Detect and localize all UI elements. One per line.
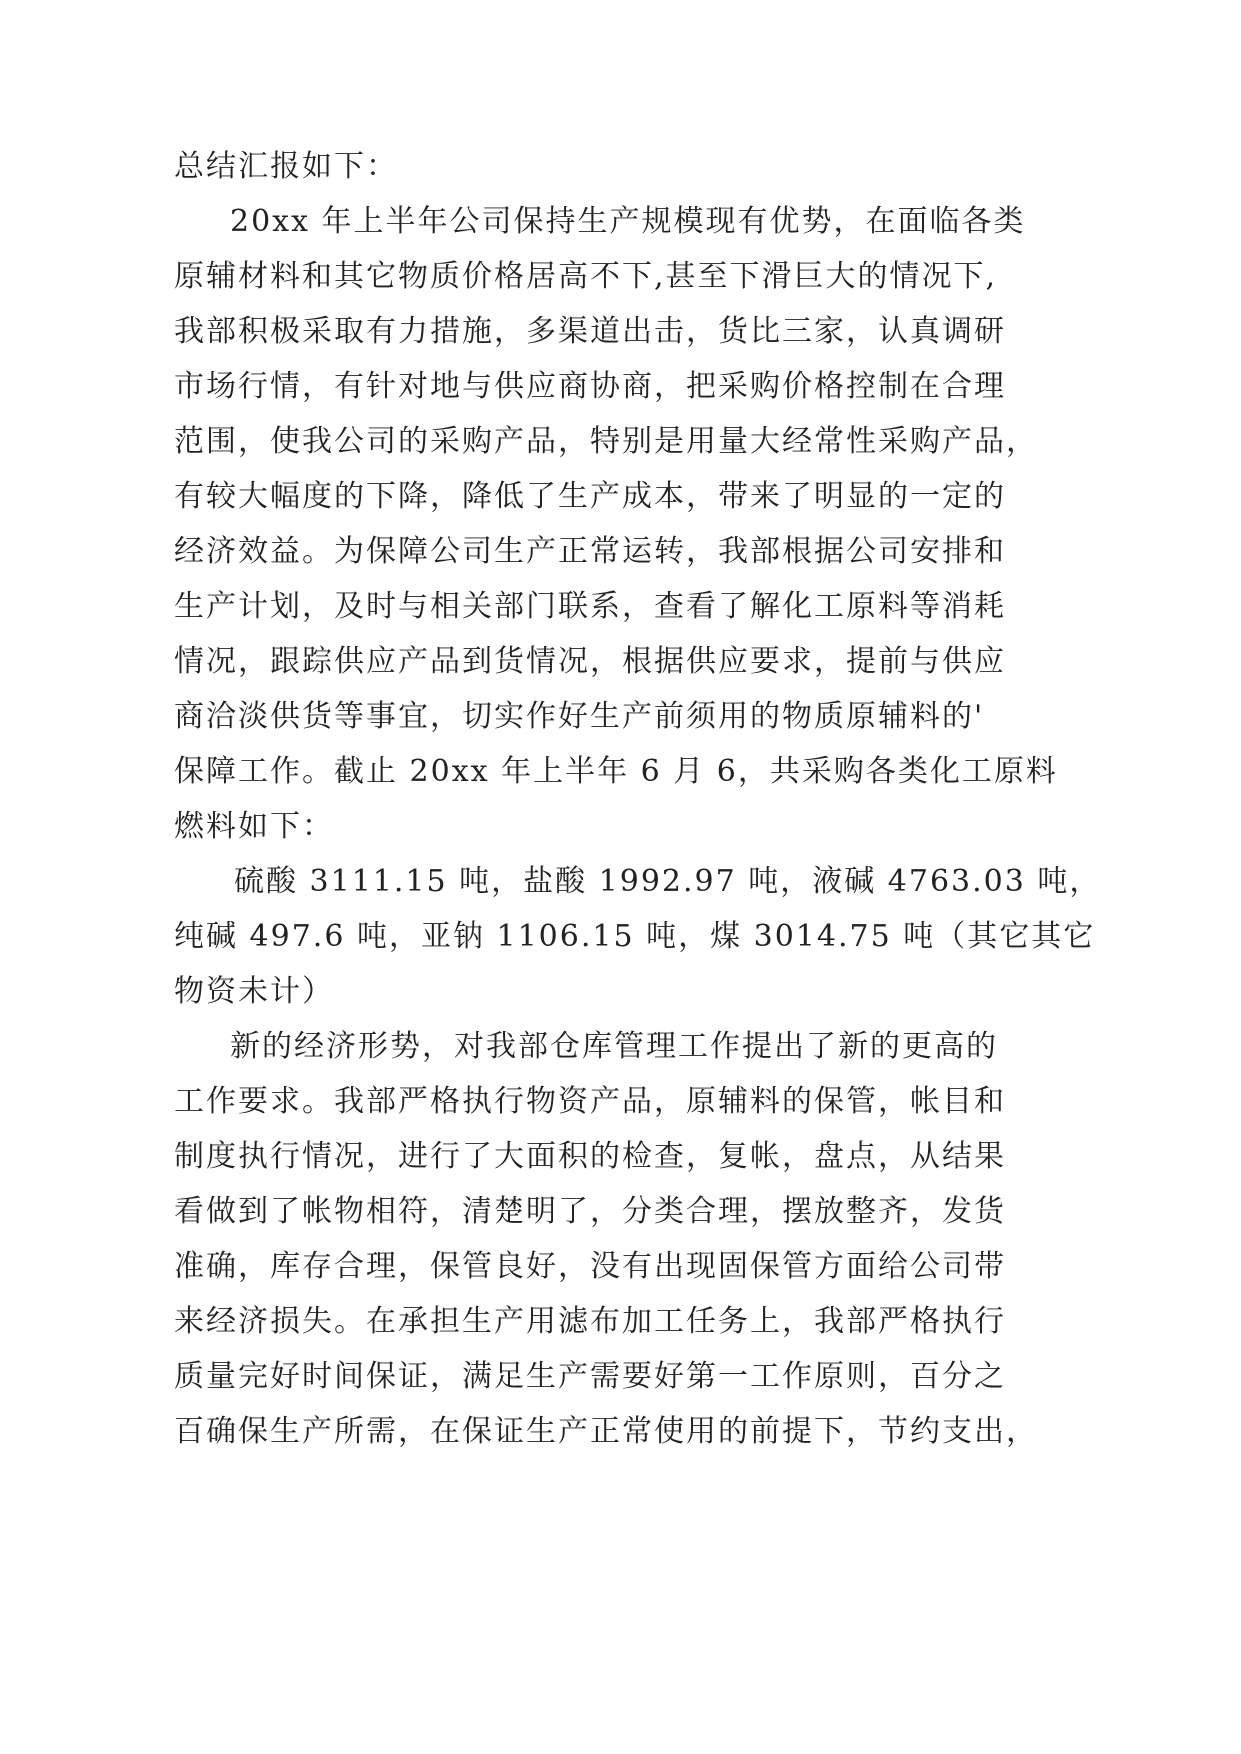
text-line-10: 情况，跟踪供应产品到货情况，根据供应要求，提前与供应 bbox=[174, 644, 1006, 679]
text-line-23: 质量完好时间保证，满足生产需要好第一工作原则，百分之 bbox=[174, 1359, 1006, 1394]
text-line-12: 保障工作。截止 20xx 年上半年 6 月 6，共采购各类化工原料 bbox=[174, 754, 1058, 789]
text-line-22: 来经济损失。在承担生产用滤布加工任务上，我部严格执行 bbox=[174, 1304, 1006, 1339]
text-line-15: 纯碱 497.6 吨，亚钠 1106.15 吨，煤 3014.75 吨（其它其它 bbox=[174, 919, 1096, 954]
text-line-17: 新的经济形势，对我部仓库管理工作提出了新的更高的 bbox=[230, 1029, 998, 1064]
text-line-24: 百确保生产所需，在保证生产正常使用的前提下，节约支出， bbox=[174, 1414, 1038, 1449]
text-line-3: 原辅材料和其它物质价格居高不下,甚至下滑巨大的情况下, bbox=[174, 259, 998, 294]
text-line-2: 20xx 年上半年公司保持生产规模现有优势，在面临各类 bbox=[230, 204, 1026, 239]
text-line-6: 范围，使我公司的采购产品，特别是用量大经常性采购产品， bbox=[174, 424, 1038, 459]
text-line-7: 有较大幅度的下降，降低了生产成本，带来了明显的一定的 bbox=[174, 479, 1006, 514]
text-line-21: 准确，库存合理，保管良好，没有出现固保管方面给公司带 bbox=[174, 1249, 1006, 1284]
text-line-8: 经济效益。为保障公司生产正常运转，我部根据公司安排和 bbox=[174, 534, 1006, 569]
text-line-18: 工作要求。我部严格执行物资产品，原辅料的保管，帐目和 bbox=[174, 1084, 1006, 1119]
text-line-9: 生产计划，及时与相关部门联系，查看了解化工原料等消耗 bbox=[174, 589, 1006, 624]
text-line-20: 看做到了帐物相符，清楚明了，分类合理，摆放整齐，发货 bbox=[174, 1194, 1006, 1229]
text-line-16: 物资未计） bbox=[174, 974, 334, 1009]
text-line-1: 总结汇报如下： bbox=[174, 149, 398, 184]
text-line-5: 市场行情，有针对地与供应商协商，把采购价格控制在合理 bbox=[174, 369, 1006, 404]
text-line-14: 硫酸 3111.15 吨，盐酸 1992.97 吨，液碱 4763.03 吨， bbox=[234, 864, 1102, 899]
text-line-11: 商洽淡供货等事宜，切实作好生产前须用的物质原辅料的' bbox=[174, 699, 985, 734]
text-line-19: 制度执行情况，进行了大面积的检查，复帐，盘点，从结果 bbox=[174, 1139, 1006, 1174]
text-line-13: 燃料如下： bbox=[174, 809, 334, 844]
text-line-4: 我部积极采取有力措施，多渠道出击，货比三家，认真调研 bbox=[174, 314, 1006, 349]
